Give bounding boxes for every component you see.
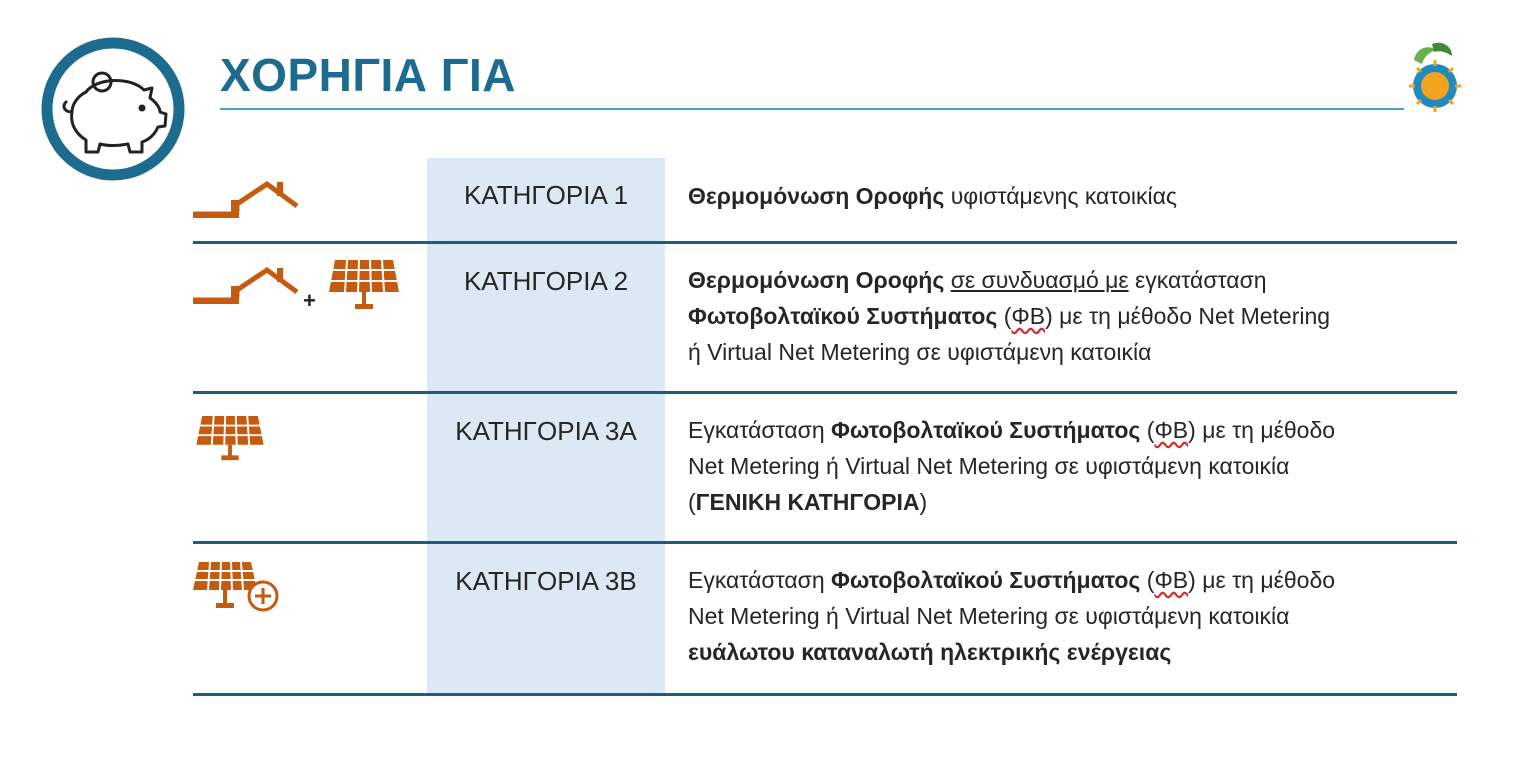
row-divider — [193, 693, 1457, 696]
category-description: Θερμομόνωση Οροφής σε συνδυασμό με εγκατάσταση Φωτοβολταϊκού Συστήματος (ΦΒ) με τη μέθοδο Net Metering ή Virtual Net Metering σε υφιστάμενη κατοικία — [688, 267, 1331, 365]
roof-icon — [193, 176, 303, 220]
roof-icon — [193, 262, 303, 306]
solar-panel-plus-icon — [193, 562, 285, 616]
solar-panel-icon — [329, 260, 399, 314]
piggy-bank-icon — [38, 34, 188, 184]
table-row — [193, 244, 1457, 394]
title-divider — [220, 108, 1404, 110]
category-description: Εγκατάσταση Φωτοβολταϊκού Συστήματος (ΦΒ) με τη μέθοδο Net Metering ή Virtual Net Metering σε υφιστάμενη κατοικία ευάλωτου καταναλωτή ηλεκτρικής ενέργειας — [688, 567, 1336, 665]
category-label: ΚΑΤΗΓΟΡΙΑ 3Α — [455, 416, 637, 446]
category-description: Θερμομόνωση Οροφής υφιστάμενης κατοικίας — [688, 183, 1177, 209]
page-title: ΧΟΡΗΓΙΑ ΓΙΑ — [220, 49, 516, 101]
category-label: ΚΑΤΗΓΟΡΙΑ 3Β — [455, 566, 637, 596]
category-label: ΚΑΤΗΓΟΡΙΑ 2 — [463, 266, 629, 296]
plus-sign: + — [303, 288, 316, 313]
eco-sun-logo-icon — [1402, 40, 1464, 112]
table-row — [193, 544, 1457, 696]
category-description: Εγκατάσταση Φωτοβολταϊκού Συστήματος (ΦΒ) με τη μέθοδο Net Metering ή Virtual Net Metering σε υφιστάμενη κατοικία (ΓΕΝΙΚΗ ΚΑΤΗΓΟΡΙΑ) — [688, 417, 1336, 515]
table-row — [193, 158, 1457, 244]
solar-panel-icon — [193, 416, 267, 464]
table-row — [193, 394, 1457, 544]
category-label: ΚΑΤΗΓΟΡΙΑ 1 — [463, 180, 629, 210]
